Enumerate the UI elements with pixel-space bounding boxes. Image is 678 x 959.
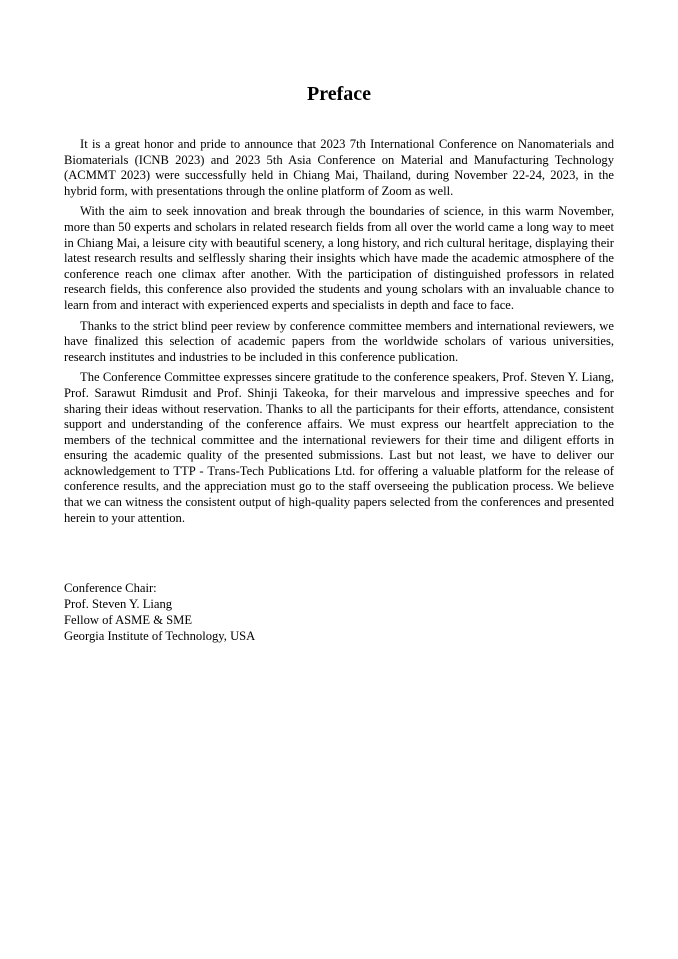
signature-role: Conference Chair:	[64, 581, 157, 595]
paragraph-review: Thanks to the strict blind peer review by conference committee members and international reviewers, we have finalized this selection of academic papers from the worldwide scholars of various universities, research institutes and industries to be included in this conference publication.	[64, 318, 614, 364]
signature-name: Prof. Steven Y. Liang	[64, 597, 173, 611]
signature-fellowship: Fellow of ASME & SME	[64, 613, 193, 627]
preface-body	[64, 137, 614, 531]
signature-block	[64, 580, 364, 644]
paragraph-intro: It is a great honor and pride to announce that 2023 7th International Conference on Nanomaterials and Biomaterials (ICNB 2023) and 2023 5th Asia Conference on Material and Manufacturing Technology (ACMMT 2023) were successfully held in Chiang Mai, Thailand, during November 22-24, 2023, in the hybrid form, with presentations through the online platform of Zoom as well.	[64, 137, 614, 198]
page-title: Preface	[306, 83, 372, 105]
signature-affiliation: Georgia Institute of Technology, USA	[64, 629, 256, 643]
paragraph-aim: With the aim to seek innovation and break through the boundaries of science, in this warm November, more than 50 experts and scholars in related research fields from all over the world came a long way to meet in Chiang Mai, a leisure city with beautiful scenery, a long history, and rich cultural heritage, displaying their latest research results and selflessly sharing their insights which have made the academic atmosphere of the conference reach one climax after another. With the participation of distinguished professors in related research fields, this conference also provided the students and young scholars with an invaluable chance to learn from and interact with experienced experts and specialists in depth and face to face.	[64, 204, 614, 312]
paragraph-gratitude: The Conference Committee expresses sincere gratitude to the conference speakers, Prof. Steven Y. Liang, Prof. Sarawut Rimdusit and Prof. Shinji Takeoka, for their marvelous and impressive speeches and for sharing their ideas without reservation. Thanks to all the participants for their efforts, attendance, consistent support and understanding of the conference affairs. We must express our heartfelt appreciation to the members of the technical committee and the international reviewers for their time and diligent efforts in ensuring the academic quality of the presented submissions. Last but not least, we have to deliver our acknowledgement to TTP - Trans-Tech Publications Ltd. for offering a valuable platform for the release of conference results, and the appreciation must go to the staff overseeing the publication process. We believe that we can witness the consistent output of high-quality papers selected from the conferences and presented herein to your attention.	[64, 370, 614, 525]
